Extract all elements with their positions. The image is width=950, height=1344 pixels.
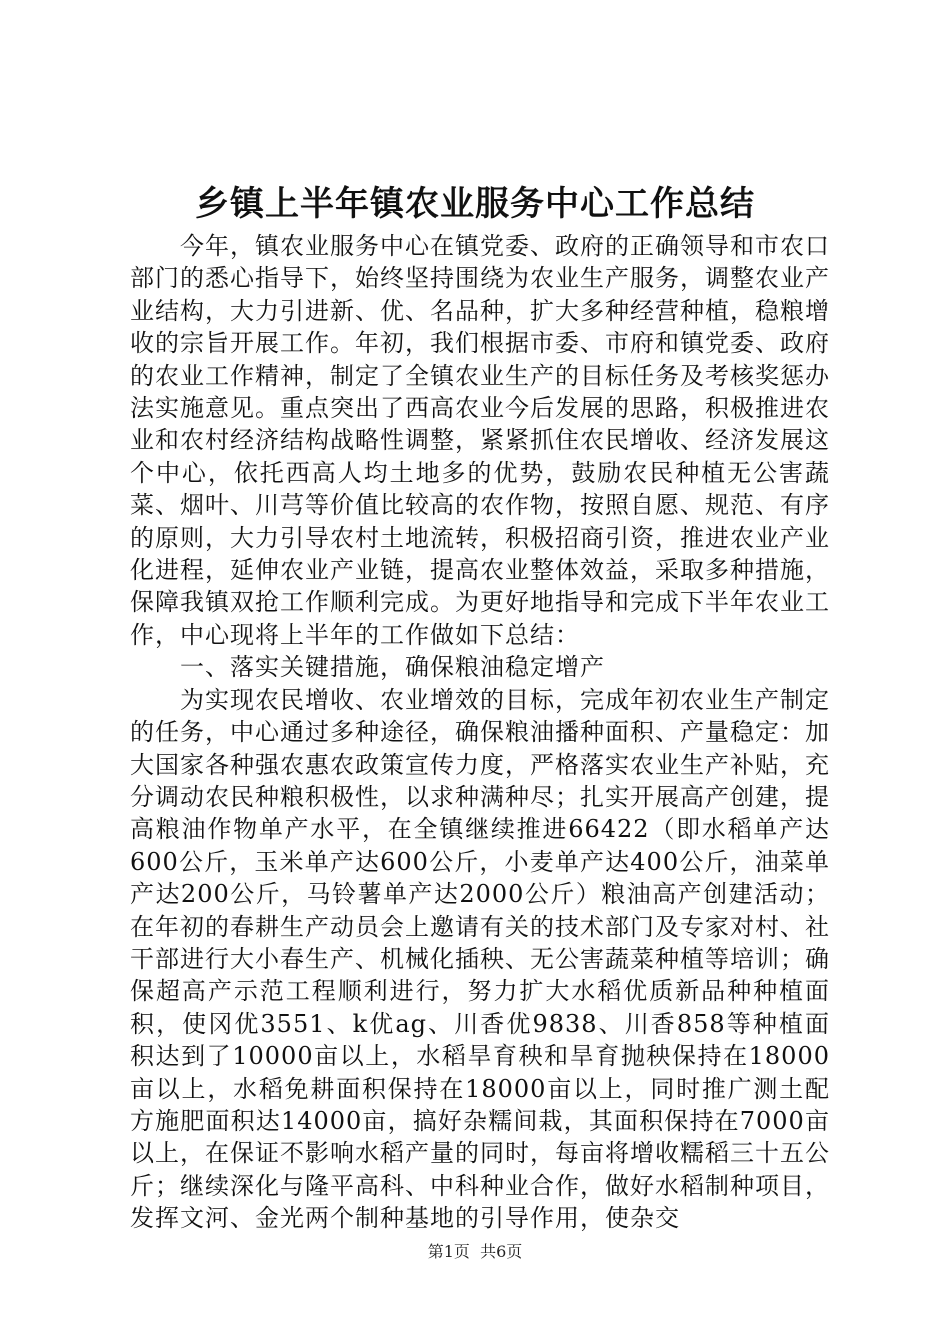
paragraph-intro: 今年，镇农业服务中心在镇党委、政府的正确领导和市农口部门的悉心指导下，始终坚持围绕为农业生产服务，调整农业产业结构，大力引进新、优、名品种，扩大多种经营种植，稳粮增收的宗旨开展工作。年初，我们根据市委、市府和镇党委、政府的农业工作精神，制定了全镇农业生产的目标任务及考核奖惩办法实施意见。重点突出了西高农业今后发展的思路，积极推进农业和农村经济结构战略性调整，紧紧抓住农民增收、经济发展这个中心，依托西高人均土地多的优势，鼓励农民种植无公害蔬菜、烟叶、川芎等价值比较高的农作物，按照自愿、规范、有序的原则，大力引导农村土地流转，积极招商引资，推进农业产业化进程，延伸农业产业链，提高农业整体效益，采取多种措施，保障我镇双抢工作顺利完成。为更好地指导和完成下半年农业工作，中心现将上半年的工作做如下总结： — [130, 232, 830, 649]
paragraph-section-1: 为实现农民增收、农业增效的目标，完成年初农业生产制定的任务，中心通过多种途径，确保粮油播种面积、产量稳定：加大国家各种强农惠农政策宣传力度，严格落实农业生产补贴，充分调动农民种粮积极性，以求种满种尽；扎实开展高产创建，提高粮油作物单产水平，在全镇继续推进66422（即水稻单产达600公斤，玉米单产达600公斤，小麦单产达400公斤，油菜单产达200公斤，马铃薯单产达2000公斤）粮油高产创建活动；在年初的春耕生产动员会上邀请有关的技术部门及专家对村、社干部进行大小春生产、机械化插秧、无公害蔬菜种植等培训；确保超高产示范工程顺利进行，努力扩大水稻优质新品种种植面积，使冈优3551、k优ag、川香优9838、川香858等种植面积达到了10000亩以上，水稻旱育秧和旱育抛秧保持在18000亩以上，水稻免耕面积保持在18000亩以上，同时推广测土配方施肥面积达14000亩，搞好杂糯间栽，其面积保持在7000亩以上，在保证不影响水稻产量的同时，每亩将增收糯稻三十五公斤；继续深化与隆平高科、中科种业合作，做好水稻制种项目，发挥文河、金光两个制种基地的引导作用，使杂交 — [130, 685, 830, 1233]
document-body — [130, 230, 830, 1235]
document-title: 乡镇上半年镇农业服务中心工作总结 — [195, 184, 755, 224]
section-heading-1: 一、落实关键措施，确保粮油稳定增产 — [180, 653, 605, 682]
page-footer: 第1页 共6页 — [427, 1242, 523, 1261]
